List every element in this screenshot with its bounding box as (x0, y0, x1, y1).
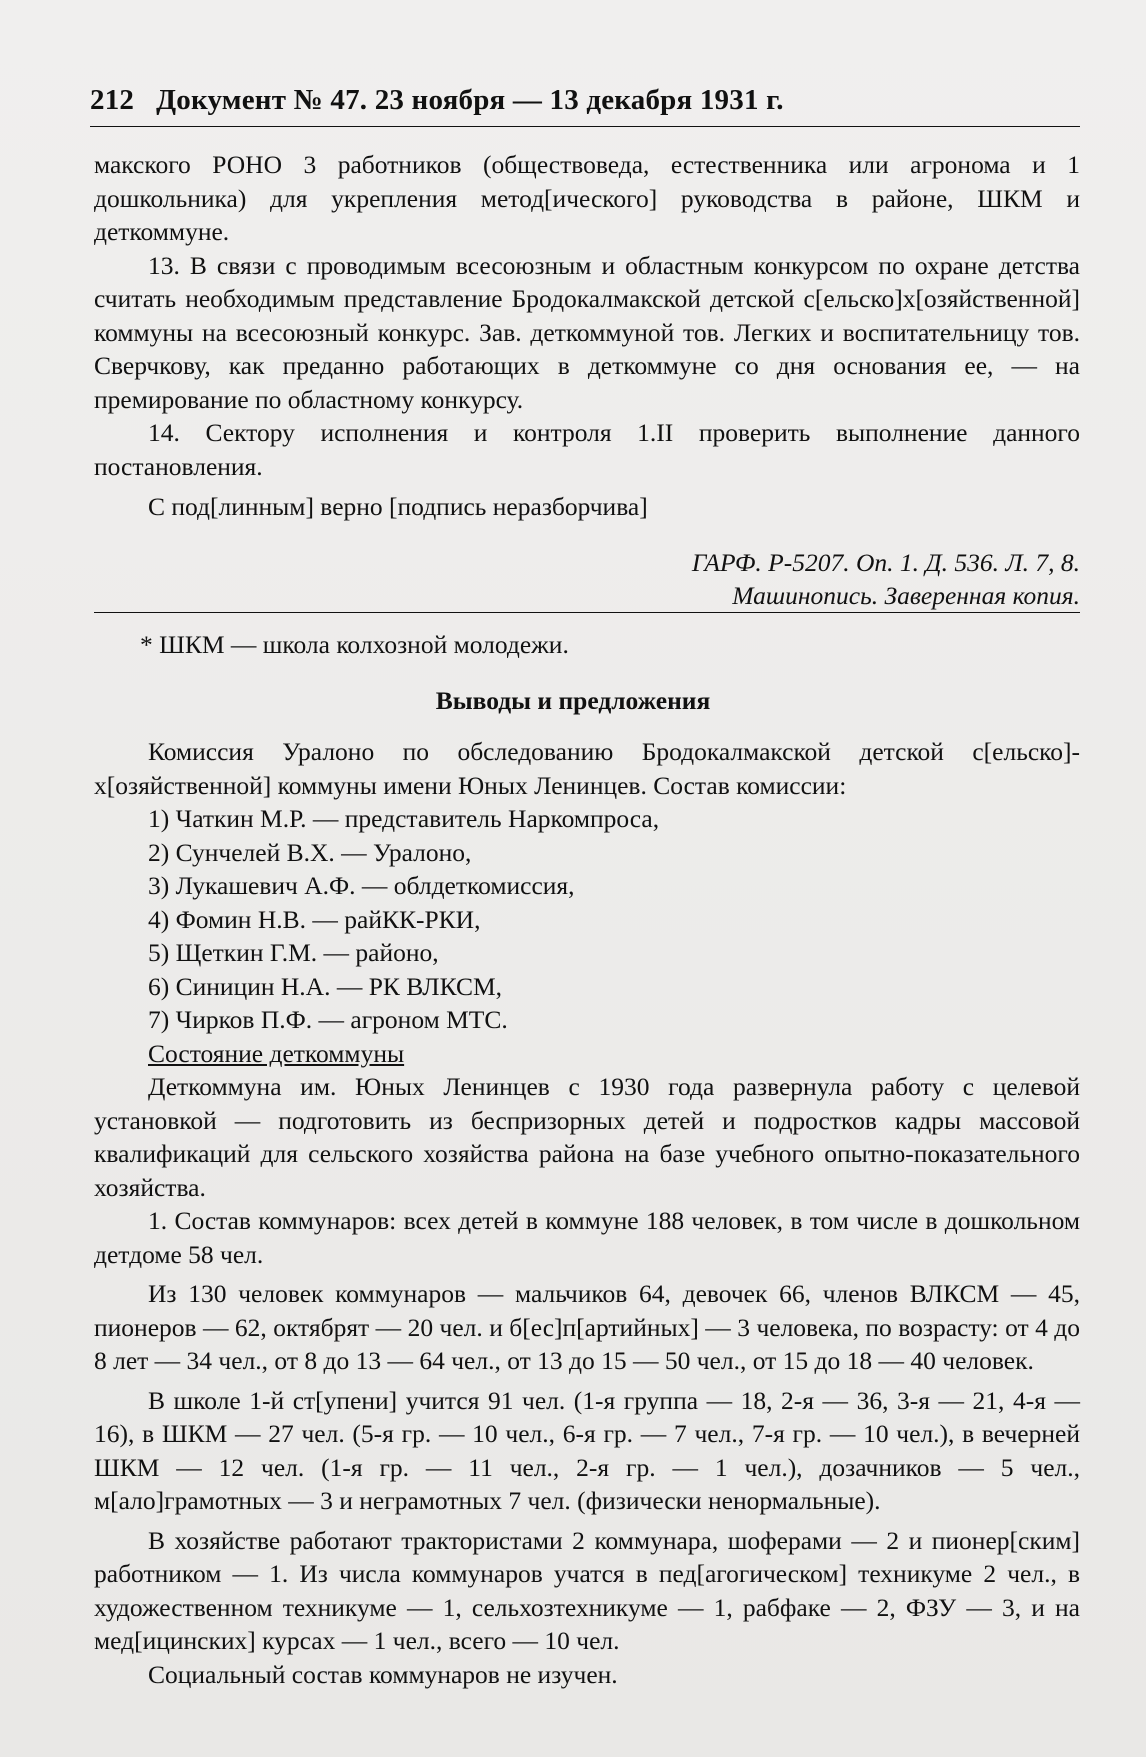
paragraph: макского РОНО 3 работников (обществоведа, естественника или агронома и 1 дошкольника) для укрепления метод[ического] руководства в районе, ШКМ и деткоммуне. (94, 150, 1080, 246)
list-item: 6) Синицин Н.А. — РК ВЛКСМ, (148, 971, 503, 1001)
body-top (94, 148, 1080, 483)
paragraph: 13. В связи с проводимым всесоюзным и областным конкурсом по охране детства считать необходимым представление Бродокалмакской детской с[ельско]х[озяйственной] коммуны на всесоюзный конкурс. Зав. деткоммуной тов. Легких и воспитательницу тов. Сверчкову, как преданно работающих в деткоммуне со дня основания ее, — на премирование по областному конкурсу. (94, 250, 1080, 414)
commission-intro: Комиссия Уралоно по обследованию Бродокалмакской детской с[ельско]-х[озяйственной] коммуны имени Юных Ленинцев. Состав комиссии: (94, 737, 1080, 800)
list-item: 3) Лукашевич А.Ф. — облдеткомиссия, (148, 871, 575, 900)
subheading: Состояние деткоммуны (148, 1038, 405, 1068)
list-item: 1) Чаткин М.Р. — представитель Наркомпроса, (148, 804, 660, 833)
list-item: 5) Щеткин Г.М. — районо, (148, 938, 439, 967)
footnote: * ШКМ — школа колхозной молодежи. (140, 630, 569, 659)
section-title: Выводы и предложения (435, 686, 711, 715)
list-item: 7) Чирков П.Ф. — агроном МТС. (148, 1005, 508, 1034)
archive-ref: ГАРФ. Р-5207. Оп. 1. Д. 536. Л. 7, 8. (691, 548, 1080, 577)
paragraph: В хозяйстве работают трактористами 2 коммунара, шоферами — 2 и пионер[ским] работником — 1. Из числа коммунаров учатся в пед[агогическом] техникуме 2 чел., в художественном техникуме — 1, сельхозтехникуме — 1, рабфаке — 2, ФЗУ — 3, и на мед[ицинских] курсах — 1 чел., всего — 10 чел. (94, 1525, 1080, 1655)
header-rule (90, 126, 1080, 127)
paragraph: Деткоммуна им. Юных Ленинцев с 1930 года развернула работу с целевой установкой — подготовить из беспризорных детей и подростков кадры массовой квалификаций для сельского хозяйства района на базе учебного опытно-показательного хозяйства. (94, 1072, 1080, 1202)
document-title: Документ № 47. 23 ноября — 13 декабря 1931 г. (156, 84, 784, 116)
paragraph: В школе 1-й ст[упени] учится 91 чел. (1-я группа — 18, 2-я — 36, 3-я — 21, 4-я — 16), в ШКМ — 27 чел. (5-я гр. — 10 чел., 6-я гр. — 7 чел., 7-я гр. — 10 чел.), в вечерней ШКМ — 12 чел. (1-я гр. — 11 чел., 2-я гр. — 1 чел.), дозачников — 5 чел., м[ало]грамотных — 3 и неграмотных 7 чел. (физически ненормальные). (94, 1385, 1080, 1515)
archive-reference (692, 546, 1080, 612)
attestation: С под[линным] верно [подпись неразборчива] (148, 492, 648, 521)
commission-members (94, 802, 1080, 1037)
paragraph: 1. Состав коммунаров: всех детей в коммуне 188 человек, в том числе в дошкольном детдоме 58 чел. (94, 1206, 1080, 1269)
commission-block (94, 735, 1080, 1691)
footnote-rule (94, 612, 1080, 613)
paragraph: Из 130 человек коммунаров — мальчиков 64, девочек 66, членов ВЛКСМ — 45, пионеров — 62, октябрят — 20 чел. и б[ес]п[артийных] — 3 человека, по возрасту: от 4 до 8 лет — 34 чел., от 8 до 13 — 64 чел., от 13 до 15 — 50 чел., от 15 до 18 — 40 человек. (94, 1279, 1080, 1375)
archive-note: Машинопись. Заверенная копия. (732, 581, 1080, 610)
list-item: 4) Фомин Н.В. — райКК-РКИ, (148, 904, 481, 934)
list-item: 2) Сунчелей В.Х. — Уралоно, (148, 837, 472, 867)
paragraph: Социальный состав коммунаров не изучен. (148, 1659, 618, 1689)
paragraph: 14. Сектору исполнения и контроля 1.II проверить выполнение данного постановления. (94, 418, 1080, 481)
page-header (90, 84, 1090, 117)
attestation-block (94, 490, 1080, 524)
page-number: 212 (90, 84, 135, 116)
